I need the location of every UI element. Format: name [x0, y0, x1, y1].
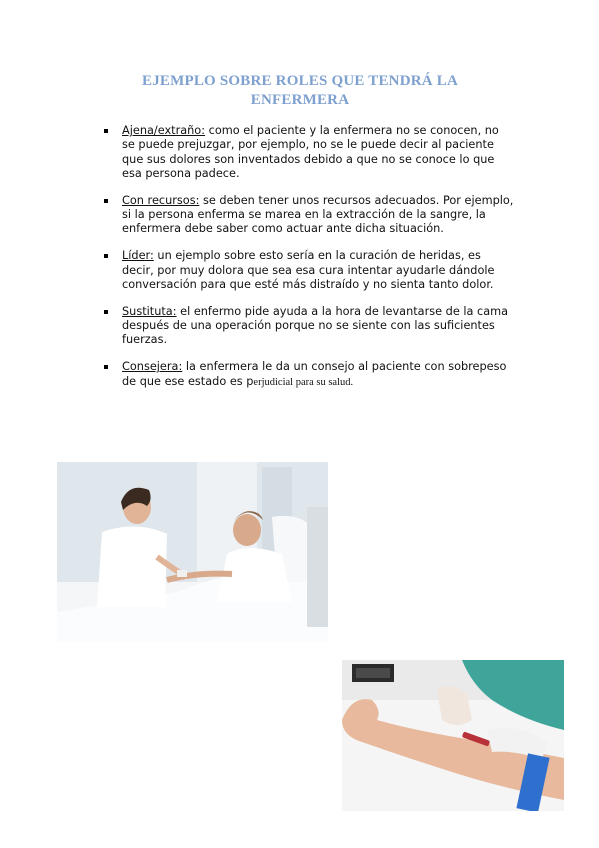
bullet-icon	[104, 254, 108, 258]
item-term: Sustituta:	[122, 304, 177, 318]
item-term: Consejera:	[122, 360, 183, 374]
page-title: EJEMPLO SOBRE ROLES QUE TENDRÁ LA ENFERMERA	[142, 73, 458, 108]
list-item	[104, 360, 514, 390]
nurse-with-patient-photo	[57, 462, 328, 642]
item-text: se deben tener unos recursos adecuados. Por ejemplo, si la persona enferma se marea en la extracción de la sangre, la enfermera debe saber como actuar ante dicha situación.	[122, 193, 514, 236]
item-term: Con recursos:	[122, 193, 200, 207]
item-text-tail: erjudicial para su salud.	[253, 376, 354, 388]
item-text: el enfermo pide ayuda a la hora de levantarse de la cama después de una operación porque no se siente con las suficientes fuerzas.	[122, 304, 509, 347]
roles-list	[104, 124, 514, 402]
item-term: Líder:	[122, 249, 154, 263]
list-item	[104, 194, 514, 237]
bullet-icon	[104, 310, 108, 314]
blood-draw-photo	[342, 660, 564, 811]
bullet-icon	[104, 199, 108, 203]
item-text: como el paciente y la enfermera no se conocen, no se puede prejuzgar, por ejemplo, no se le puede decir al paciente que sus dolores son inventados debido a que no se conoce lo que esa persona padece.	[122, 124, 499, 180]
list-item	[104, 249, 514, 292]
item-text: un ejemplo sobre esto sería en la curación de heridas, es decir, por muy dolora que sea esa cura intentar ayudarle dándole conversación para que esté más distraído y no sienta tanto dolor.	[122, 249, 495, 291]
item-term: Ajena/extraño:	[122, 124, 206, 137]
list-item	[104, 305, 514, 348]
bullet-icon	[104, 365, 108, 369]
bullet-icon	[104, 129, 108, 133]
list-item	[104, 124, 514, 181]
item-text: la enfermera le da un consejo al paciente con sobrepeso de que ese estado es p	[122, 360, 507, 388]
